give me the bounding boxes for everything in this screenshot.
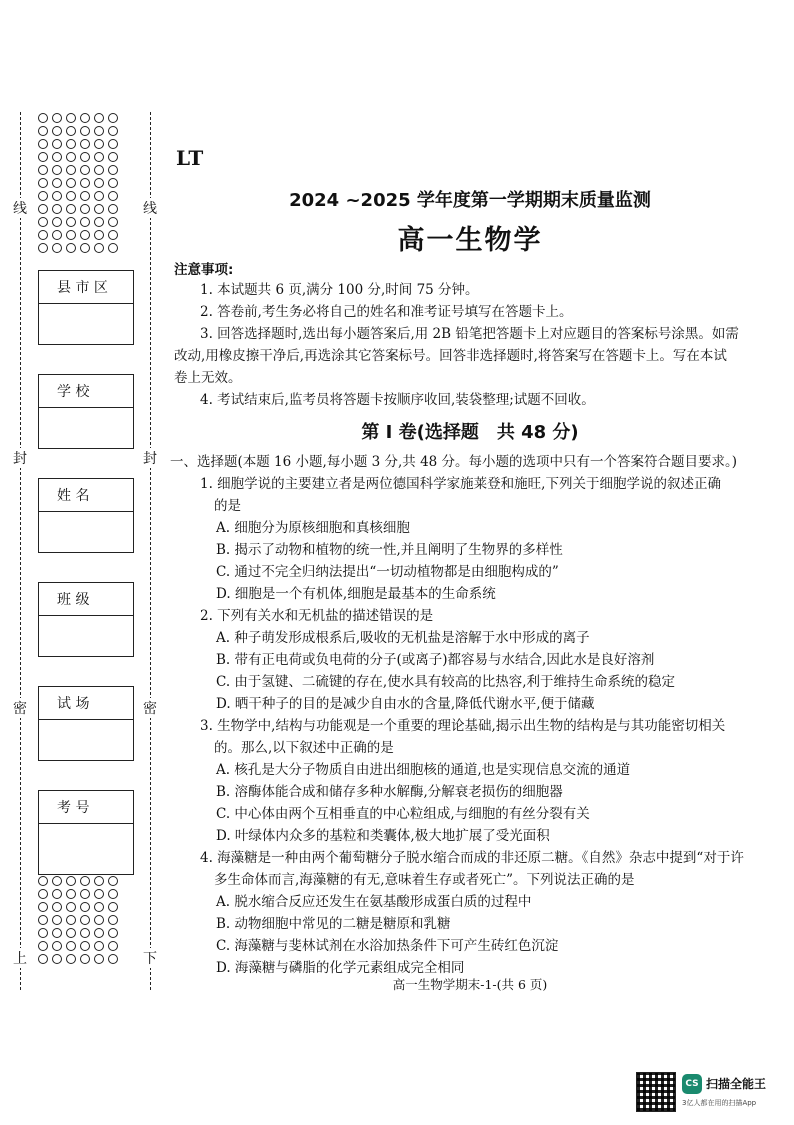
bubble [66, 204, 76, 214]
bubble-grid-top [38, 113, 120, 253]
name-label: 姓 名 [39, 479, 133, 512]
bubble [66, 126, 76, 136]
question-4-option-b: B. 动物细胞中常见的二糖是糖原和乳糖 [216, 916, 451, 932]
bubble [80, 941, 90, 951]
bubble [66, 889, 76, 899]
question-3-stem: 3. 生物学中,结构与功能观是一个重要的理论基础,揭示出生物的结构是与其功能密切相关 [200, 718, 726, 734]
bubble [108, 889, 118, 899]
bubble [108, 876, 118, 886]
exam-title: 2024 ~2025 学年度第一学期期末质量监测 [289, 190, 651, 211]
bubble [38, 915, 48, 925]
bubble [52, 902, 62, 912]
bubble [108, 243, 118, 253]
bubble [94, 165, 104, 175]
class-field[interactable] [39, 616, 133, 656]
question-1-stem-cont: 的是 [214, 498, 241, 514]
bubble [66, 165, 76, 175]
bubble [52, 152, 62, 162]
bubble [66, 941, 76, 951]
question-2-option-b: B. 带有正电荷或负电荷的分子(或离子)都容易与水结合,因此水是良好溶剂 [216, 652, 655, 668]
bubble [80, 928, 90, 938]
name-box [38, 478, 134, 553]
cut-label-mi-right: 密 [140, 698, 160, 718]
exam-room-box [38, 686, 134, 761]
bubble [94, 217, 104, 227]
bubble [94, 928, 104, 938]
section-title: 第 I 卷(选择题 共 48 分) [361, 422, 579, 443]
cut-label-xian-left: 线 [10, 198, 30, 218]
paper-code: LT [176, 146, 204, 170]
bubble [66, 191, 76, 201]
bubble [94, 139, 104, 149]
exam-number-label: 考 号 [39, 791, 133, 824]
page-footer: 高一生物学期末-1-(共 6 页) [392, 977, 548, 992]
question-4-stem-cont: 多生命体而言,海藻糖的有无,意味着生存或者死亡”。下列说法正确的是 [214, 872, 635, 888]
bubble [80, 191, 90, 201]
question-2-option-d: D. 晒干种子的目的是减少自由水的含量,降低代谢水平,便于储藏 [216, 696, 595, 712]
bubble [80, 204, 90, 214]
bubble [38, 902, 48, 912]
bubble [38, 941, 48, 951]
cut-line-left [20, 112, 21, 990]
binding-margin [0, 0, 165, 1125]
question-1-option-b: B. 揭示了动物和植物的统一性,并且阐明了生物界的多样性 [216, 542, 563, 558]
cut-label-feng-left: 封 [10, 448, 30, 468]
scanner-app-name: 扫描全能王 [706, 1077, 767, 1091]
notes-title: 注意事项: [174, 262, 234, 278]
bubble [38, 954, 48, 964]
bubble [94, 230, 104, 240]
bubble [80, 876, 90, 886]
bubble [108, 191, 118, 201]
name-field[interactable] [39, 512, 133, 552]
exam-room-field[interactable] [39, 720, 133, 760]
bubble [52, 178, 62, 188]
bubble [94, 902, 104, 912]
bubble [108, 230, 118, 240]
note-line: 卷上无效。 [174, 370, 242, 386]
bubble [52, 243, 62, 253]
bubble [94, 113, 104, 123]
bubble [80, 889, 90, 899]
cut-line-right [150, 112, 151, 990]
question-1-option-a: A. 细胞分为原核细胞和真核细胞 [216, 520, 410, 536]
question-3-stem-cont: 的。那么,以下叙述中正确的是 [214, 740, 394, 756]
bubble [66, 915, 76, 925]
bubble [66, 113, 76, 123]
note-line: 改动,用橡皮擦干净后,再选涂其它答案标号。回答非选择题时,将答案写在答题卡上。写在本试 [174, 348, 727, 364]
bubble [108, 915, 118, 925]
question-1-stem: 1. 细胞学说的主要建立者是两位德国科学家施莱登和施旺,下列关于细胞学说的叙述正确 [200, 476, 721, 492]
bubble [80, 902, 90, 912]
question-4-option-d: D. 海藻糖与磷脂的化学元素组成完全相同 [216, 960, 465, 976]
bubble [94, 954, 104, 964]
bubble [80, 217, 90, 227]
bubble [52, 889, 62, 899]
bubble [38, 113, 48, 123]
bubble [52, 204, 62, 214]
qr-code-icon [636, 1072, 676, 1112]
bubble [80, 165, 90, 175]
exam-number-field[interactable] [39, 824, 133, 874]
bubble [80, 178, 90, 188]
bubble [94, 178, 104, 188]
bubble [52, 915, 62, 925]
bubble [94, 126, 104, 136]
bubble [38, 876, 48, 886]
bubble [38, 889, 48, 899]
bubble [38, 178, 48, 188]
bubble [52, 876, 62, 886]
bubble [94, 915, 104, 925]
bubble [94, 204, 104, 214]
bubble [66, 928, 76, 938]
bubble [38, 165, 48, 175]
bubble [94, 152, 104, 162]
bubble [80, 230, 90, 240]
bubble [38, 217, 48, 227]
exam-number-box [38, 790, 134, 875]
bubble [52, 139, 62, 149]
bubble [94, 243, 104, 253]
bubble [66, 876, 76, 886]
bubble-grid-bottom [38, 876, 120, 964]
scanner-watermark [636, 1072, 786, 1114]
county-box [38, 270, 134, 345]
question-2-option-a: A. 种子萌发形成根系后,吸收的无机盐是溶解于水中形成的离子 [216, 630, 590, 646]
bubble [38, 243, 48, 253]
note-line: 3. 回答选择题时,选出每小题答案后,用 2B 铅笔把答题卡上对应题目的答案标号涂黑。如需 [200, 326, 739, 342]
question-2-option-c: C. 由于氢键、二硫键的存在,使水具有较高的比热容,利于维持生命系统的稳定 [216, 674, 676, 690]
bubble [66, 139, 76, 149]
question-1-option-d: D. 细胞是一个有机体,细胞是最基本的生命系统 [216, 586, 496, 602]
bubble [80, 243, 90, 253]
question-2-stem: 2. 下列有关水和无机盐的描述错误的是 [200, 608, 434, 624]
bubble [66, 243, 76, 253]
bubble [66, 152, 76, 162]
class-label: 班 级 [39, 583, 133, 616]
note-line: 2. 答卷前,考生务必将自己的姓名和准考证号填写在答题卡上。 [200, 304, 573, 320]
bubble [94, 191, 104, 201]
question-4-option-a: A. 脱水缩合反应还发生在氨基酸形成蛋白质的过程中 [216, 894, 532, 910]
question-3-option-a: A. 核孔是大分子物质自由进出细胞核的通道,也是实现信息交流的通道 [216, 762, 631, 778]
note-line: 1. 本试题共 6 页,满分 100 分,时间 75 分钟。 [200, 282, 479, 298]
bubble [38, 139, 48, 149]
bubble [94, 876, 104, 886]
bubble [108, 204, 118, 214]
bubble [80, 113, 90, 123]
cut-label-feng-right: 封 [140, 448, 160, 468]
bubble [52, 928, 62, 938]
question-3-option-b: B. 溶酶体能合成和储存多种水解酶,分解衰老损伤的细胞器 [216, 784, 563, 800]
question-1-option-c: C. 通过不完全归纳法提出“一切动植物都是由细胞构成的” [216, 564, 559, 580]
bubble [108, 217, 118, 227]
bubble [66, 230, 76, 240]
bubble [38, 191, 48, 201]
bubble [66, 902, 76, 912]
question-3-option-c: C. 中心体由两个互相垂直的中心粒组成,与细胞的有丝分裂有关 [216, 806, 590, 822]
bubble [52, 230, 62, 240]
bubble [52, 191, 62, 201]
bubble [108, 165, 118, 175]
bubble [108, 941, 118, 951]
bubble [108, 139, 118, 149]
part-intro: 一、选择题(本题 16 小题,每小题 3 分,共 48 分。每小题的选项中只有一个答案符合题目要求。) [170, 454, 738, 470]
bubble [108, 954, 118, 964]
county-label: 县 市 区 [39, 271, 133, 304]
bubble [80, 915, 90, 925]
bubble [38, 230, 48, 240]
bubble [52, 126, 62, 136]
county-field[interactable] [39, 304, 133, 344]
bubble [52, 941, 62, 951]
bubble [80, 139, 90, 149]
cut-label-xia: 下 [140, 948, 160, 968]
bubble [108, 178, 118, 188]
bubble [94, 941, 104, 951]
bubble [80, 954, 90, 964]
note-line: 4. 考试结束后,监考员将答题卡按顺序收回,装袋整理;试题不回收。 [200, 392, 595, 408]
scanner-tagline: 3亿人都在用的扫描App [682, 1099, 757, 1107]
school-box [38, 374, 134, 449]
bubble [108, 113, 118, 123]
bubble [38, 152, 48, 162]
class-box [38, 582, 134, 657]
bubble [38, 126, 48, 136]
camscanner-logo-icon: CS [682, 1074, 702, 1094]
bubble [52, 113, 62, 123]
bubble [66, 954, 76, 964]
school-field[interactable] [39, 408, 133, 448]
bubble [52, 954, 62, 964]
bubble [66, 217, 76, 227]
bubble [80, 126, 90, 136]
bubble [108, 928, 118, 938]
bubble [38, 928, 48, 938]
bubble [108, 152, 118, 162]
cut-label-xian-right: 线 [140, 198, 160, 218]
cut-label-mi-left: 密 [10, 698, 30, 718]
bubble [108, 902, 118, 912]
bubble [38, 204, 48, 214]
school-label: 学 校 [39, 375, 133, 408]
bubble [80, 152, 90, 162]
subject-title: 高一生物学 [397, 225, 543, 256]
bubble [52, 165, 62, 175]
question-3-option-d: D. 叶绿体内众多的基粒和类囊体,极大地扩展了受光面积 [216, 828, 550, 844]
question-4-stem: 4. 海藻糖是一种由两个葡萄糖分子脱水缩合而成的非还原二糖。《自然》杂志中提到“对于许 [200, 850, 744, 866]
bubble [108, 126, 118, 136]
question-4-option-c: C. 海藻糖与斐林试剂在水浴加热条件下可产生砖红色沉淀 [216, 938, 559, 954]
bubble [94, 889, 104, 899]
bubble [66, 178, 76, 188]
exam-room-label: 试 场 [39, 687, 133, 720]
cut-label-shang: 上 [10, 948, 30, 968]
bubble [52, 217, 62, 227]
